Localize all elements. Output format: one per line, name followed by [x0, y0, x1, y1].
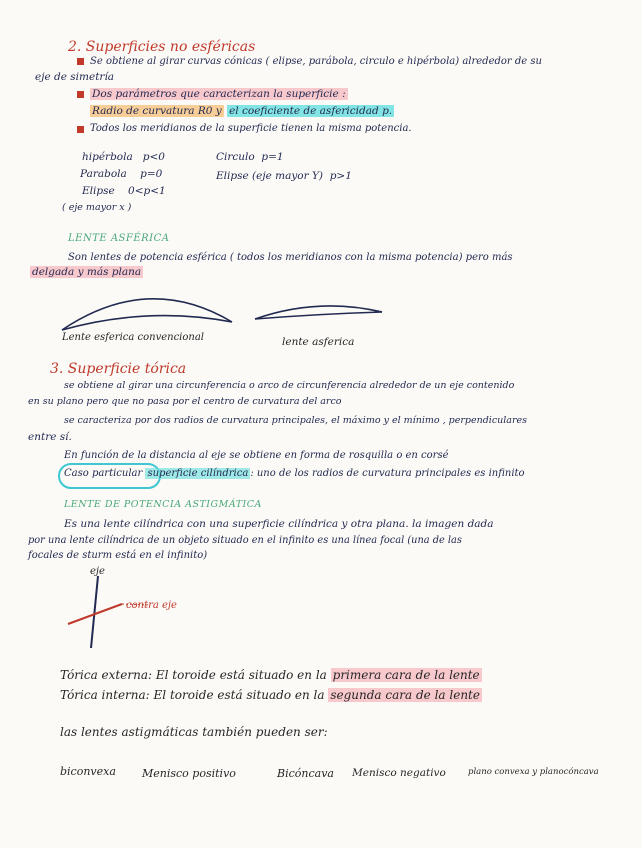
label-lente-convencional: Lente esferica convencional — [62, 332, 204, 343]
section-3-title: 3. Superficie tórica — [50, 361, 187, 377]
lente-astig-line2: por una lente cilíndrica de un objeto situado en el infinito es una línea focal (una de las — [28, 535, 462, 546]
sec2-line1b: eje de simetría — [35, 71, 115, 83]
torica-interna-text: El toroide está situado en la — [153, 688, 325, 702]
conic-eje-mayor-x: ( eje mayor x ) — [62, 202, 132, 213]
lente-astigmatica-heading: LENTE DE POTENCIA ASTIGMÁTICA — [64, 499, 262, 510]
lente-asferica-line1: Son lentes de potencia esférica ( todos los meridianos con la misma potencia) pero más — [68, 252, 513, 263]
caso-particular-label: Caso particular — [64, 468, 143, 479]
sec2-bullet2-text: Dos parámetros que caracterizan la superficie : — [92, 88, 346, 100]
torica-externa-label: Tórica externa: — [60, 668, 153, 682]
superficie-cilindrica-highlight: superficie cilíndrica — [147, 468, 249, 479]
primera-cara-highlight: primera cara de la lente — [332, 668, 480, 682]
conic-elipse: Elipse 0<p<1 — [82, 185, 166, 197]
conic-elipse-y: Elipse (eje mayor Y) p>1 — [216, 170, 352, 182]
sec3-line3: se caracteriza por dos radios de curvatura principales, el máximo y el mínimo , perpendiculares — [64, 415, 528, 426]
lente-asferica-heading: LENTE ASFÉRICA — [68, 233, 170, 244]
lente-asferica-line2-text: delgada y más plana — [32, 266, 142, 278]
coeficiente-asfericidad-highlight: el coeficiente de asfericidad p. — [229, 105, 393, 117]
torica-interna — [60, 689, 482, 701]
torica-interna-label: Tórica interna: — [60, 688, 150, 702]
sec3-line2: en su plano pero que no pasa por el centro de curvatura del arco — [28, 396, 342, 407]
torica-externa-text: El toroide está situado en la — [155, 668, 327, 682]
torica-externa — [60, 669, 482, 681]
label-contra-eje: contra eje — [126, 600, 177, 611]
segunda-cara-highlight: segunda cara de la lente — [330, 688, 480, 702]
radio-curvatura-highlight: Radio de curvatura R0 y — [92, 105, 222, 117]
lente-astig-line1: Es una lente cilíndrica con una superficie cilíndrica y otra plana. la imagen dada — [64, 518, 494, 530]
label-eje: eje — [90, 566, 105, 577]
astig-tipo-plano: plano convexa y planocóncava — [468, 767, 599, 777]
label-lente-asferica: lente asferica — [282, 336, 355, 348]
sec3-line6-rest: : uno de los radios de curvatura principales es infinito — [250, 468, 525, 479]
sec2-bullet3: Todos los meridianos de la superficie tienen la misma potencia. — [90, 123, 412, 134]
sec3-line4: entre sí. — [28, 431, 72, 443]
conic-parabola: Parabola p=0 — [80, 168, 163, 180]
sec3-line1: se obtiene al girar una circunferencia o arco de circunferencia alrededor de un eje contenido — [64, 380, 515, 391]
sec3-line5: En función de la distancia al eje se obtiene en forma de rosquilla o en corsé — [64, 450, 449, 461]
conic-hiperbola: hipérbola p<0 — [82, 151, 165, 163]
astig-tipo-biconcava: Bicóncava — [277, 767, 334, 780]
eje-line — [91, 576, 98, 648]
lente-convencional-curve-back — [62, 316, 232, 330]
lente-astig-line3: focales de sturm está en el infinito) — [28, 550, 208, 561]
astig-tipo-menisco-negativo: Menisco negativo — [352, 767, 446, 779]
astig-tipo-menisco-positivo: Menisco positivo — [142, 767, 236, 780]
sec3-line6 — [64, 469, 525, 479]
section-2-title: 2. Superficies no esféricas — [68, 39, 256, 55]
astig-tipos-intro: las lentes astigmáticas también pueden ser: — [60, 725, 328, 739]
sec2-line1: Se obtiene al girar curvas cónicas ( elipse, parábola, circulo e hipérbola) alrededor de su — [90, 56, 542, 67]
conic-circulo: Circulo p=1 — [216, 151, 284, 163]
lente-convencional-curve — [62, 299, 232, 330]
astig-tipo-biconvexa: biconvexa — [60, 765, 116, 778]
